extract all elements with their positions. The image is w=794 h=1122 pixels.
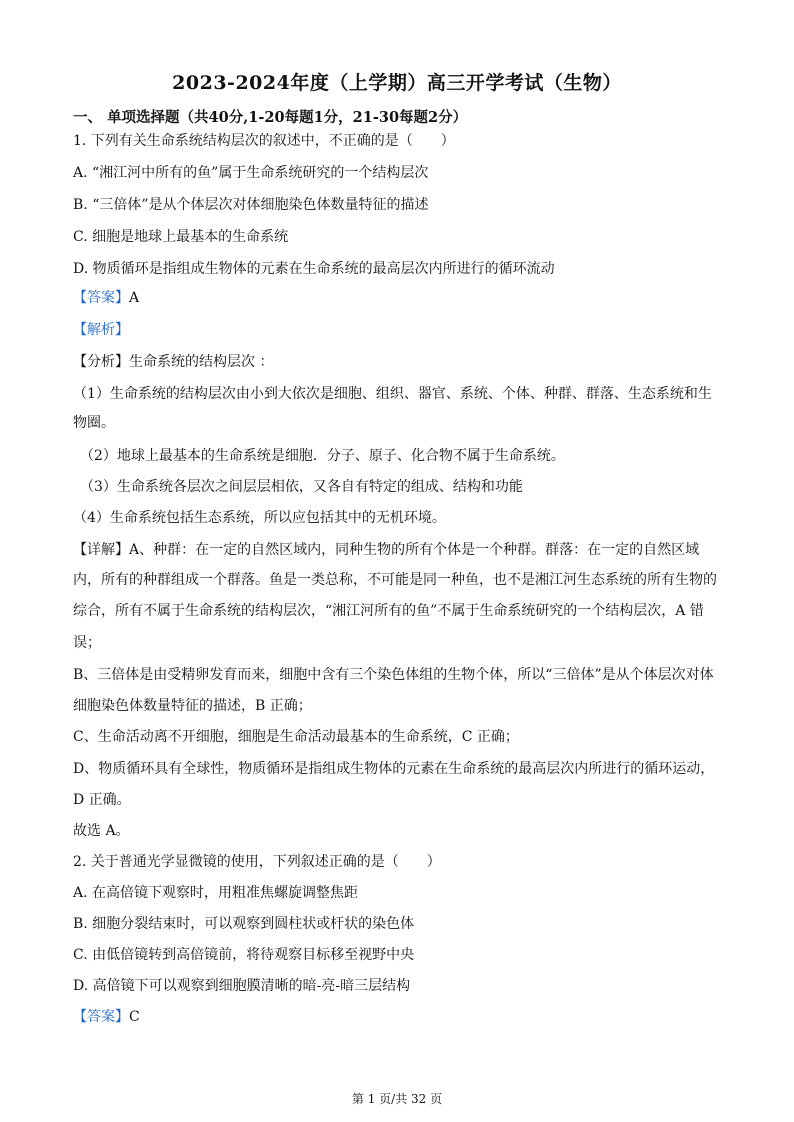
answer-tag: 【答案】 <box>73 290 129 306</box>
point-1-line-1: （1）生命系统的结构层次由小到大依次是细胞、组织、器官、系统、个体、种群、群落、生态系统和生 <box>73 386 712 402</box>
section-title: 单项选择题（共40分,1-20每题1分，21-30每题2分） <box>107 109 468 126</box>
point-2: （2）地球上最基本的生命系统是细胞．分子、原子、化合物不属于生命系统。 <box>80 448 565 464</box>
detail-conclusion: 故选 A。 <box>73 823 130 839</box>
question-1-stem: 1. 下列有关生命系统结构层次的叙述中，不正确的是（ ） <box>73 133 455 149</box>
question-2-option-b: B. 细胞分裂结束时，可以观察到圆柱状或杆状的染色体 <box>73 916 415 932</box>
point-4: （4）生命系统包括生态系统，所以应包括其中的无机环境。 <box>73 510 446 526</box>
detail-line-5: B、三倍体是由受精卵发育而来，细胞中含有三个染色体组的生物个体，所以“三倍体”是从个体层次对体 <box>73 667 714 683</box>
detail-line-9: D 正确。 <box>73 792 131 808</box>
question-1-option-c: C. 细胞是地球上最基本的生命系统 <box>73 229 289 245</box>
section-number: 一、 <box>73 109 102 126</box>
fenxi-line <box>73 352 273 372</box>
question-1-option-b: B. “三倍体”是从个体层次对体细胞染色体数量特征的描述 <box>73 197 429 213</box>
point-1-line-2: 物圈。 <box>73 415 115 431</box>
detail-line-4: 误； <box>73 635 101 651</box>
fenxi-tag: 【分析】 <box>73 354 129 370</box>
question-2-stem: 2. 关于普通光学显微镜的使用，下列叙述正确的是（ ） <box>73 854 441 870</box>
question-2-option-d: D. 高倍镜下可以观察到细胞膜清晰的暗-亮-暗三层结构 <box>73 978 411 994</box>
point-3: （3）生命系统各层次之间层层相依，又各自有特定的组成、结构和功能 <box>80 479 523 495</box>
detail-line-3: 综合，所有不属于生命系统的结构层次，“湘江河所有的鱼”不属于生命系统研究的一个结构层次，A 错 <box>73 603 704 619</box>
detail-line-2: 内，所有的种群组成一个群落。鱼是一类总称，不可能是同一种鱼，也不是湘江河生态系统的所有生物的 <box>73 572 717 588</box>
question-1-answer <box>73 288 139 308</box>
answer-value: C <box>129 1009 140 1025</box>
answer-tag: 【答案】 <box>73 1009 129 1025</box>
detail-line-1 <box>73 540 699 560</box>
page-footer: 第 1 页/共 32 页 <box>351 1092 443 1106</box>
detail-first-text: A、种群：在一定的自然区域内，同种生物的所有个体是一个种群。群落：在一定的自然区域 <box>129 542 700 558</box>
question-2-option-c: C. 由低倍镜转到高倍镜前，将待观察目标移至视野中央 <box>73 947 415 963</box>
detail-line-6: 细胞染色体数量特征的描述，B 正确； <box>73 698 312 714</box>
question-1-option-d: D. 物质循环是指组成生物体的元素在生命系统的最高层次内所进行的循环流动 <box>73 261 555 277</box>
question-2-answer <box>73 1007 140 1027</box>
detail-line-8: D、物质循环具有全球性，物质循环是指组成生物体的元素在生命系统的最高层次内所进行的循环运动， <box>73 761 715 777</box>
analysis-tag: 【解析】 <box>73 322 129 338</box>
section-heading <box>73 106 467 127</box>
fenxi-text: 生命系统的结构层次 ： <box>129 354 274 370</box>
question-2-option-a: A. 在高倍镜下观察时，用粗准焦螺旋调整焦距 <box>73 885 359 901</box>
exam-title: 2023-2024年度（上学期）高三开学考试（生物） <box>172 72 622 94</box>
answer-value: A <box>129 290 140 306</box>
detail-line-7: C、生命活动离不开细胞，细胞是生命活动最基本的生命系统，C 正确； <box>73 729 519 745</box>
question-1-option-a: A. “湘江河中所有的鱼”属于生命系统研究的一个结构层次 <box>73 165 429 181</box>
detail-tag: 【详解】 <box>73 542 129 558</box>
